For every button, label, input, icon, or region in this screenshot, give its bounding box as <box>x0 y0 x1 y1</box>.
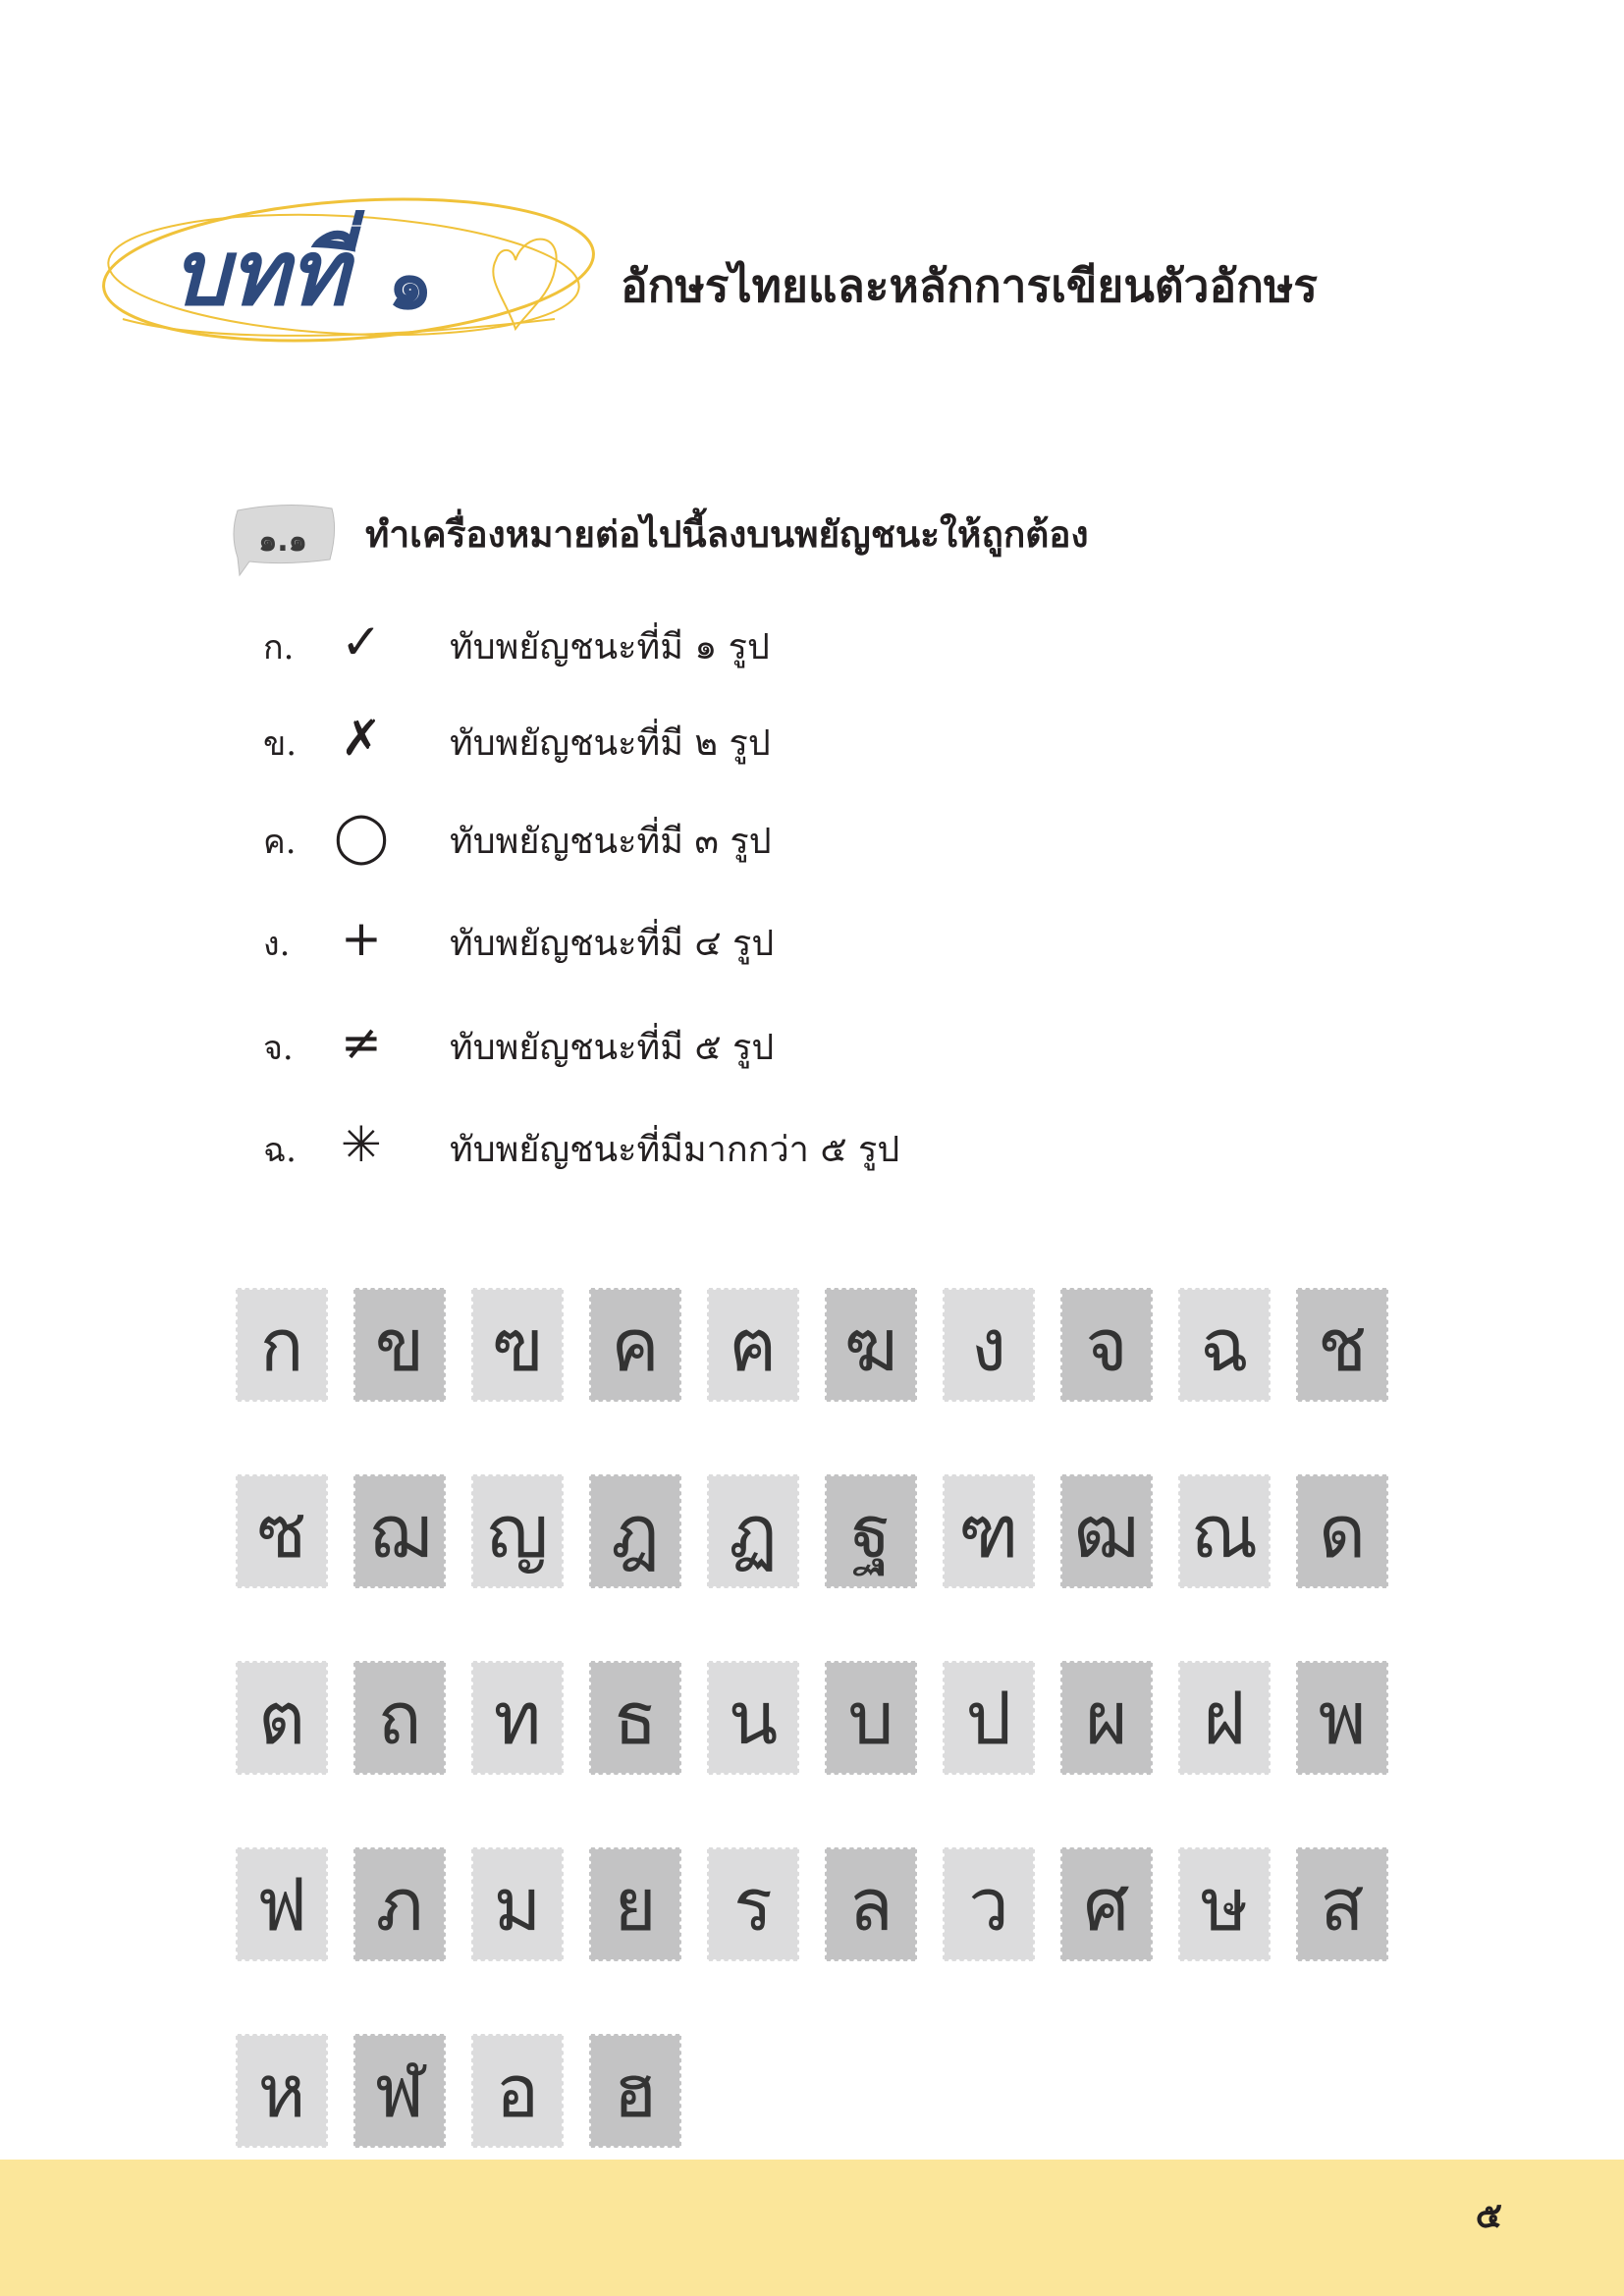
stamp-perforation <box>234 2032 330 2150</box>
legend-letter: ค. <box>263 823 297 862</box>
consonant-stamp[interactable]: ห <box>236 2034 328 2148</box>
consonant-stamp[interactable]: ฟ <box>236 1847 328 1961</box>
legend-item <box>0 703 982 772</box>
stamp-perforation <box>705 1472 801 1590</box>
consonant-stamp[interactable]: ธ <box>589 1661 681 1775</box>
legend-item <box>0 903 982 972</box>
legend-text: ทับพยัญชนะที่มี ๒ รูป <box>450 723 771 764</box>
legend-item <box>0 1007 982 1076</box>
consonant-stamp[interactable]: ฮ <box>589 2034 681 2148</box>
stamp-perforation <box>1058 1659 1155 1777</box>
stamp-perforation <box>352 1472 448 1590</box>
stamp-perforation <box>1176 1286 1272 1404</box>
asterisk-x-icon: ✳ <box>341 1116 382 1173</box>
consonant-stamp[interactable]: บ <box>825 1661 917 1775</box>
consonant-stamp[interactable]: ช <box>1296 1288 1388 1402</box>
consonant-stamp[interactable]: ญ <box>471 1474 564 1588</box>
consonant-stamp[interactable]: ฬ <box>353 2034 446 2148</box>
chapter-number: ๑ <box>388 242 433 325</box>
stamp-perforation <box>941 1845 1037 1963</box>
consonant-stamp[interactable]: ฉ <box>1178 1288 1271 1402</box>
consonant-stamp[interactable]: ซ <box>236 1474 328 1588</box>
chapter-word: บทที่ <box>172 221 349 326</box>
consonant-stamp[interactable]: ง <box>943 1288 1035 1402</box>
consonant-stamp[interactable]: ถ <box>353 1661 446 1775</box>
stamp-perforation <box>234 1659 330 1777</box>
stamp-perforation <box>1294 1659 1390 1777</box>
legend-text: ทับพยัญชนะที่มีมากกว่า ๕ รูป <box>450 1130 900 1170</box>
not-equal-icon: ≠ <box>341 1014 382 1071</box>
consonant-stamp[interactable]: น <box>707 1661 799 1775</box>
exercise-instruction: ทำเครื่องหมายต่อไปนี้ลงบนพยัญชนะให้ถูกต้อง <box>365 512 1089 556</box>
legend-item <box>0 1109 982 1178</box>
stamp-perforation <box>1176 1472 1272 1590</box>
stamp-perforation <box>587 1286 683 1404</box>
stamp-perforation <box>234 1845 330 1963</box>
check-icon: ✓ <box>341 614 382 670</box>
gold-swirl-ornament <box>93 172 604 368</box>
stamp-perforation <box>705 1286 801 1404</box>
legend-letter: จ. <box>263 1029 294 1068</box>
stamp-perforation <box>823 1286 919 1404</box>
stamp-perforation <box>705 1845 801 1963</box>
footer-band <box>0 2160 1624 2296</box>
legend-item <box>0 607 982 675</box>
consonant-stamp[interactable]: ภ <box>353 1847 446 1961</box>
stamp-perforation <box>587 1472 683 1590</box>
legend-letter: ง. <box>263 925 291 964</box>
consonant-stamp[interactable]: ศ <box>1060 1847 1153 1961</box>
consonant-stamp[interactable]: ย <box>589 1847 681 1961</box>
stamp-perforation <box>1058 1472 1155 1590</box>
stamp-perforation <box>352 1286 448 1404</box>
consonant-stamp[interactable]: ฒ <box>1060 1474 1153 1588</box>
stamp-perforation <box>823 1659 919 1777</box>
legend-letter: ก. <box>263 628 295 667</box>
stamp-perforation <box>1176 1845 1272 1963</box>
consonant-stamp[interactable]: พ <box>1296 1661 1388 1775</box>
legend-text: ทับพยัญชนะที่มี ๕ รูป <box>450 1028 775 1068</box>
stamp-perforation <box>823 1845 919 1963</box>
stamp-perforation <box>1294 1845 1390 1963</box>
stamp-perforation <box>941 1472 1037 1590</box>
stamp-perforation <box>352 2032 448 2150</box>
consonant-stamp[interactable]: ฅ <box>707 1288 799 1402</box>
chapter-title: อักษรไทยและหลักการเขียนตัวอักษร <box>621 259 1318 312</box>
stamp-perforation <box>1294 1286 1390 1404</box>
stamp-perforation <box>1058 1286 1155 1404</box>
stamp-perforation <box>941 1286 1037 1404</box>
stamp-perforation <box>823 1472 919 1590</box>
stamp-perforation <box>234 1472 330 1590</box>
consonant-stamp[interactable]: ม <box>471 1847 564 1961</box>
exercise-badge <box>228 501 338 577</box>
page-number: ๕ <box>1475 2196 1502 2236</box>
consonant-stamp[interactable]: ณ <box>1178 1474 1271 1588</box>
stamp-perforation <box>941 1659 1037 1777</box>
legend-letter: ข. <box>263 724 298 764</box>
legend-letter: ฉ. <box>263 1131 297 1170</box>
consonant-stamp[interactable]: ฝ <box>1178 1661 1271 1775</box>
consonant-stamp[interactable]: ฑ <box>943 1474 1035 1588</box>
consonant-stamp[interactable]: ฃ <box>471 1288 564 1402</box>
consonant-stamp[interactable]: จ <box>1060 1288 1153 1402</box>
plus-icon: + <box>341 910 382 967</box>
consonant-stamp[interactable]: ผ <box>1060 1661 1153 1775</box>
consonant-stamp[interactable]: ฌ <box>353 1474 446 1588</box>
consonant-stamp[interactable]: ท <box>471 1661 564 1775</box>
consonant-stamp[interactable]: ค <box>589 1288 681 1402</box>
consonant-stamp[interactable]: ฏ <box>707 1474 799 1588</box>
stamp-perforation <box>469 2032 566 2150</box>
legend-text: ทับพยัญชนะที่มี ๓ รูป <box>450 822 772 862</box>
stamp-perforation <box>469 1472 566 1590</box>
stamp-perforation <box>469 1845 566 1963</box>
stamp-perforation <box>352 1845 448 1963</box>
consonant-stamp[interactable]: ก <box>236 1288 328 1402</box>
consonant-stamp[interactable]: ข <box>353 1288 446 1402</box>
consonant-stamp[interactable]: ฎ <box>589 1474 681 1588</box>
stamp-perforation <box>587 1845 683 1963</box>
stamp-perforation <box>1176 1659 1272 1777</box>
chapter-badge <box>93 172 604 368</box>
legend-text: ทับพยัญชนะที่มี ๔ รูป <box>450 924 775 964</box>
stamp-perforation <box>469 1659 566 1777</box>
consonant-stamp[interactable]: ฆ <box>825 1288 917 1402</box>
consonant-stamp[interactable]: ล <box>825 1847 917 1961</box>
stamp-perforation <box>234 1286 330 1404</box>
stamp-perforation <box>469 1286 566 1404</box>
stamp-perforation <box>705 1659 801 1777</box>
consonant-stamp[interactable]: ส <box>1296 1847 1388 1961</box>
consonant-stamp[interactable]: ร <box>707 1847 799 1961</box>
legend-item <box>0 801 982 870</box>
consonant-stamp[interactable]: ว <box>943 1847 1035 1961</box>
stamp-perforation <box>1058 1845 1155 1963</box>
exercise-number: ๑.๑ <box>258 524 307 559</box>
consonant-stamp[interactable]: ฐ <box>825 1474 917 1588</box>
stamp-perforation <box>587 2032 683 2150</box>
consonant-stamp[interactable]: ป <box>943 1661 1035 1775</box>
stamp-perforation <box>587 1659 683 1777</box>
consonant-stamp[interactable]: ต <box>236 1661 328 1775</box>
consonant-stamp[interactable]: ด <box>1296 1474 1388 1588</box>
stamp-perforation <box>1294 1472 1390 1590</box>
consonant-stamp[interactable]: ษ <box>1178 1847 1271 1961</box>
cross-icon: ✗ <box>341 710 382 767</box>
circle-icon: ◯ <box>334 808 389 865</box>
consonant-stamp[interactable]: อ <box>471 2034 564 2148</box>
stamp-perforation <box>352 1659 448 1777</box>
legend-text: ทับพยัญชนะที่มี ๑ รูป <box>450 627 770 667</box>
